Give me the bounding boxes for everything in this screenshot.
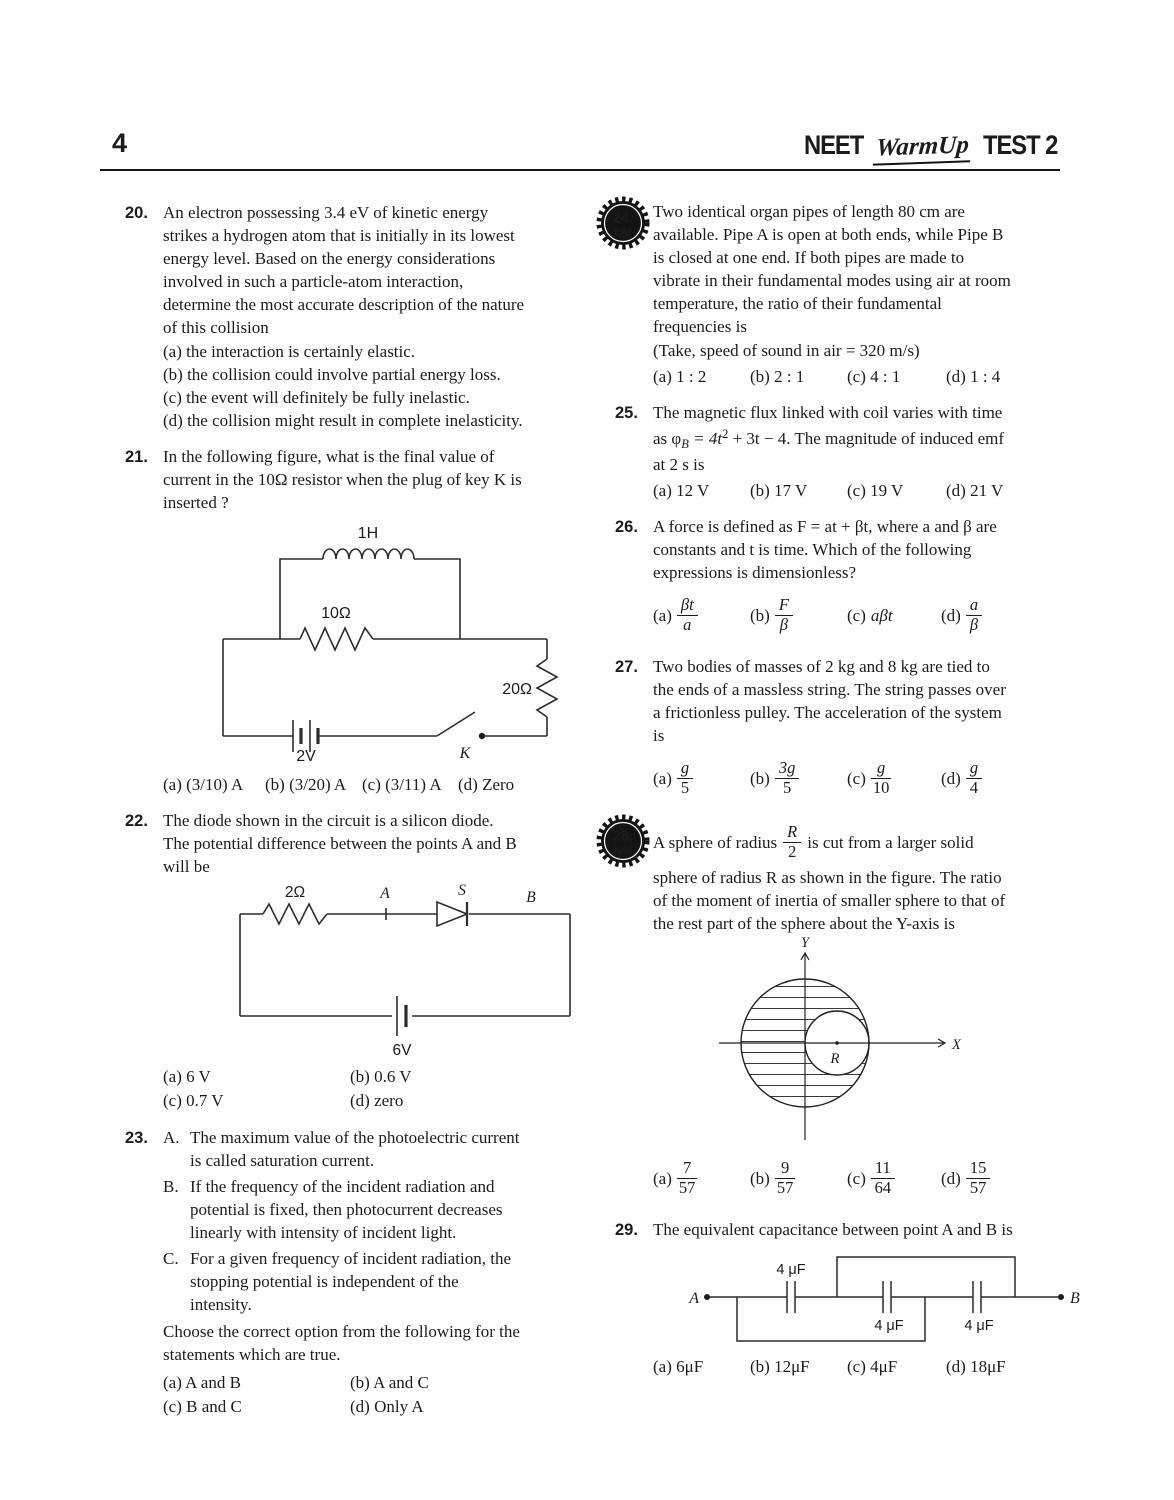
question-body bbox=[653, 818, 1087, 1205]
text-line: frequencies is bbox=[653, 317, 747, 336]
text-line: stopping potential is independent of the bbox=[190, 1272, 459, 1291]
text-line: The equivalent capacitance between point A and B is bbox=[653, 1220, 1013, 1239]
x-axis-label: X bbox=[952, 1037, 961, 1053]
question-body bbox=[163, 445, 587, 796]
option-b bbox=[750, 1151, 847, 1205]
option-label: (a) bbox=[653, 605, 672, 625]
fraction bbox=[775, 759, 800, 798]
denominator: 57 bbox=[678, 1177, 696, 1197]
fraction bbox=[775, 1159, 796, 1198]
numerator: R bbox=[783, 823, 801, 843]
text-line: An electron possessing 3.4 eV of kinetic energy bbox=[163, 203, 489, 222]
badge-number: 28. bbox=[612, 828, 634, 845]
nm-badge-icon bbox=[596, 196, 650, 250]
point-a-label: A bbox=[689, 1290, 699, 1307]
option-label: (d) bbox=[941, 605, 961, 625]
option-label: (b) bbox=[750, 768, 770, 788]
header-test-label: TEST 2 bbox=[982, 130, 1057, 160]
option-b: (b) 17 V bbox=[750, 481, 808, 500]
question-22 bbox=[125, 809, 587, 1113]
header-logo-script: WarmUp bbox=[873, 131, 972, 165]
options-row bbox=[653, 588, 1087, 642]
numerator: F bbox=[775, 596, 793, 616]
fraction bbox=[966, 596, 982, 635]
option-d: (d) 21 V bbox=[946, 481, 1004, 500]
statement-text bbox=[190, 1175, 503, 1244]
question-number: 26. bbox=[615, 518, 638, 536]
text-line: For a given frequency of incident radiation, the bbox=[190, 1249, 511, 1268]
option-d bbox=[941, 588, 1087, 642]
text-line: is called saturation current. bbox=[190, 1151, 375, 1170]
point-a-label: A bbox=[380, 885, 390, 902]
formula-part: = 4t bbox=[688, 429, 723, 448]
option-c: (c) the event will definitely be fully inelastic. bbox=[163, 388, 470, 407]
options-row bbox=[653, 1355, 1087, 1378]
option-b: (b) the collision could involve partial energy loss. bbox=[163, 365, 501, 384]
text-line: sphere of radius R as shown in the figure. The ratio bbox=[653, 868, 1002, 887]
question-number: 25. bbox=[615, 404, 638, 422]
denominator: 10 bbox=[872, 777, 890, 797]
text-line: determine the most accurate description of the nature bbox=[163, 295, 525, 314]
radius-label: R bbox=[830, 1051, 840, 1067]
numerator: 11 bbox=[871, 1159, 895, 1179]
key-label: K bbox=[459, 745, 471, 762]
header-brand: NEET bbox=[803, 130, 864, 160]
top-bridge-wire bbox=[837, 1257, 1015, 1297]
text-line: statements which are true. bbox=[163, 1345, 341, 1364]
terminal-b-dot bbox=[1058, 1294, 1064, 1300]
text-line: a frictionless pulley. The acceleration of the system bbox=[653, 703, 1002, 722]
text-line: If the frequency of the incident radiation and bbox=[190, 1177, 495, 1196]
option-b: (b) 12μF bbox=[750, 1357, 810, 1376]
options-grid bbox=[163, 1371, 587, 1419]
resistor-20-symbol bbox=[537, 659, 557, 717]
numerator: g bbox=[966, 759, 982, 779]
option-d bbox=[941, 1151, 1087, 1205]
denominator: 57 bbox=[776, 1177, 794, 1197]
fraction bbox=[966, 1159, 991, 1198]
numerator: 15 bbox=[966, 1159, 991, 1179]
option-a: (a) 6μF bbox=[653, 1357, 704, 1376]
text-line: intensity. bbox=[190, 1295, 252, 1314]
option-c bbox=[847, 1151, 941, 1205]
question-number: 20. bbox=[125, 204, 148, 222]
option-d bbox=[941, 751, 1087, 805]
option-c: (c) 4 : 1 bbox=[847, 367, 901, 386]
text-line: is bbox=[653, 726, 665, 745]
question-28 bbox=[612, 818, 1087, 1205]
option-c bbox=[847, 751, 941, 805]
text-line: temperature, the ratio of their fundamental bbox=[653, 294, 942, 313]
options-grid bbox=[163, 1065, 587, 1113]
option-a: (a) 6 V bbox=[163, 1067, 211, 1086]
option-c bbox=[847, 588, 941, 642]
question-body bbox=[653, 401, 1087, 502]
text-line: The maximum value of the photoelectric current bbox=[190, 1128, 520, 1147]
question-body bbox=[653, 1218, 1087, 1378]
question-26 bbox=[615, 515, 1087, 642]
option-c: (c) (3/11) A bbox=[362, 775, 442, 794]
denominator: 64 bbox=[874, 1177, 892, 1197]
question-24 bbox=[612, 200, 1087, 388]
option-c: (c) B and C bbox=[163, 1397, 242, 1416]
resistor-2-symbol bbox=[263, 904, 327, 924]
denominator: 2 bbox=[788, 841, 797, 861]
resistor-10-symbol bbox=[300, 628, 373, 650]
text-line: potential is fixed, then photocurrent decreases bbox=[190, 1200, 503, 1219]
text-line: involved in such a particle-atom interaction, bbox=[163, 272, 464, 291]
options-row bbox=[653, 751, 1087, 805]
text-line: constants and t is time. Which of the following bbox=[653, 540, 972, 559]
text-line: linearly with intensity of incident light. bbox=[190, 1223, 457, 1242]
text-line: inserted ? bbox=[163, 493, 229, 512]
diode-triangle bbox=[437, 902, 467, 926]
text-line: strikes a hydrogen atom that is initially in its lowest bbox=[163, 226, 515, 245]
circuit-diagram-q21 bbox=[205, 521, 560, 764]
switch-s-label: S bbox=[458, 884, 466, 899]
capacitor-1-label: 4 μF bbox=[776, 1262, 806, 1278]
question-29 bbox=[615, 1218, 1087, 1378]
text-line: the rest part of the sphere about the Y-axis is bbox=[653, 914, 955, 933]
fraction bbox=[871, 759, 892, 798]
resistor-10-label: 10Ω bbox=[321, 605, 351, 622]
formula-subscript: B bbox=[681, 437, 689, 451]
question-20 bbox=[125, 201, 587, 432]
option-b: (b) A and C bbox=[350, 1373, 429, 1392]
note-line: (Take, speed of sound in air = 320 m/s) bbox=[653, 341, 920, 360]
option-a: (a) A and B bbox=[163, 1373, 241, 1392]
option-a: (a) 12 V bbox=[653, 481, 710, 500]
numerator: g bbox=[677, 759, 693, 779]
fraction bbox=[966, 759, 982, 798]
question-body bbox=[163, 201, 587, 432]
option-d: (d) Zero bbox=[458, 775, 515, 794]
text-line: The potential difference between the points A and B bbox=[163, 834, 517, 853]
question-27 bbox=[615, 655, 1087, 805]
denominator: 5 bbox=[680, 777, 690, 797]
question-body bbox=[653, 655, 1087, 805]
text-line: of this collision bbox=[163, 318, 269, 337]
option-label: (b) bbox=[750, 605, 770, 625]
option-label: (b) bbox=[750, 1168, 770, 1188]
option-label: (c) bbox=[847, 605, 866, 625]
text-line: expressions is dimensionless? bbox=[653, 563, 857, 582]
number-spacer bbox=[612, 818, 653, 1205]
options-list bbox=[163, 340, 587, 432]
option-value: aβt bbox=[870, 605, 893, 625]
circuit-diagram-q22 bbox=[225, 884, 577, 1060]
text-line: The magnetic flux linked with coil varies with time bbox=[653, 403, 1003, 422]
statement-text bbox=[190, 1126, 519, 1172]
option-label: (a) bbox=[653, 1168, 672, 1188]
option-label: (a) bbox=[653, 768, 672, 788]
capacitor-3-label: 4 μF bbox=[964, 1318, 994, 1334]
option-b bbox=[750, 751, 847, 805]
option-c: (c) 19 V bbox=[847, 481, 904, 500]
numerator: a bbox=[966, 596, 982, 616]
question-number: 22. bbox=[125, 812, 148, 830]
nm-badge-icon bbox=[596, 814, 650, 868]
header-title bbox=[800, 130, 1062, 164]
text-part: A sphere of radius bbox=[653, 832, 778, 852]
statement-label: C. bbox=[163, 1249, 179, 1268]
question-number: 27. bbox=[615, 658, 638, 676]
question-body bbox=[163, 809, 587, 1113]
question-body bbox=[653, 515, 1087, 642]
denominator: a bbox=[683, 614, 692, 634]
resistor-2-label: 2Ω bbox=[284, 884, 306, 901]
text-line: the ends of a massless string. The string passes over bbox=[653, 680, 1006, 699]
question-number: 29. bbox=[615, 1221, 638, 1239]
question-23 bbox=[125, 1126, 587, 1419]
question-25 bbox=[615, 401, 1087, 502]
option-a bbox=[653, 588, 750, 642]
formula-part: as φ bbox=[653, 429, 682, 448]
inductor-coil-symbol bbox=[323, 549, 414, 559]
battery-label: 2V bbox=[296, 748, 316, 764]
option-a bbox=[653, 751, 750, 805]
fraction bbox=[677, 596, 698, 635]
denominator: β bbox=[969, 614, 979, 634]
text-part: is cut from a larger solid bbox=[807, 832, 974, 852]
switch-lever bbox=[437, 712, 475, 736]
denominator: 4 bbox=[969, 777, 979, 797]
denominator: 57 bbox=[969, 1177, 987, 1197]
option-a bbox=[653, 1151, 750, 1205]
formula-line bbox=[653, 818, 1087, 866]
statement-b bbox=[163, 1175, 587, 1244]
fraction bbox=[783, 823, 801, 862]
right-column bbox=[612, 200, 1087, 1391]
numerator: 9 bbox=[775, 1159, 796, 1179]
question-body bbox=[163, 1126, 587, 1419]
left-column bbox=[125, 201, 587, 1432]
statement-label: A. bbox=[163, 1128, 180, 1147]
question-number: 23. bbox=[125, 1129, 148, 1147]
options-row bbox=[653, 479, 1087, 502]
formula-part: + 3t − 4. The magnitude of induced emf bbox=[728, 429, 1005, 448]
question-21 bbox=[125, 445, 587, 796]
text-line: A force is defined as F = at + βt, where a and β are bbox=[653, 517, 997, 536]
options-row bbox=[653, 1151, 1087, 1205]
fraction bbox=[871, 1159, 895, 1198]
denominator: β bbox=[779, 614, 788, 634]
option-d: (d) 1 : 4 bbox=[946, 367, 1001, 386]
text-line: The diode shown in the circuit is a silicon diode. bbox=[163, 811, 494, 830]
text-line: current in the 10Ω resistor when the plug of key K is bbox=[163, 470, 522, 489]
statement-c bbox=[163, 1247, 587, 1316]
badge-number: 24. bbox=[612, 210, 634, 227]
statement-label: B. bbox=[163, 1177, 179, 1196]
text-line: is closed at one end. If both pipes are made to bbox=[653, 248, 965, 267]
options-row bbox=[653, 365, 1087, 388]
fraction bbox=[677, 1159, 698, 1198]
options-row bbox=[163, 773, 587, 796]
option-c: (c) 4μF bbox=[847, 1357, 898, 1376]
fraction bbox=[775, 596, 793, 635]
capacitor-2-label: 4 μF bbox=[874, 1318, 904, 1334]
text-line: Choose the correct option from the following for the bbox=[163, 1322, 520, 1341]
resistor-20-label: 20Ω bbox=[502, 681, 532, 698]
option-d: (d) 18μF bbox=[946, 1357, 1006, 1376]
text-line: available. Pipe A is open at both ends, while Pipe B bbox=[653, 225, 1004, 244]
option-d: (d) Only A bbox=[350, 1397, 424, 1416]
inductor-label: 1H bbox=[357, 525, 379, 542]
option-d: (d) zero bbox=[350, 1091, 404, 1110]
option-label: (c) bbox=[847, 768, 866, 788]
numerator: g bbox=[871, 759, 892, 779]
question-number: 21. bbox=[125, 448, 148, 466]
sphere-figure-q28 bbox=[705, 937, 965, 1147]
capacitor-circuit-q29 bbox=[671, 1245, 1086, 1347]
text-line: of the moment of inertia of smaller sphere to that of bbox=[653, 891, 1006, 910]
battery-label: 6V bbox=[392, 1042, 412, 1059]
center-dot bbox=[835, 1041, 839, 1045]
text-line: Two bodies of masses of 2 kg and 8 kg are tied to bbox=[653, 657, 990, 676]
text-line: will be bbox=[163, 857, 210, 876]
question-body bbox=[653, 200, 1087, 388]
page-number: 4 bbox=[112, 128, 127, 158]
statement-text bbox=[190, 1247, 511, 1316]
header-rule bbox=[100, 169, 1060, 171]
badge-tag: NM bbox=[614, 228, 632, 240]
option-b bbox=[750, 588, 847, 642]
option-c: (c) 0.7 V bbox=[163, 1091, 224, 1110]
terminal-a-dot bbox=[704, 1294, 710, 1300]
option-a: (a) (3/10) A bbox=[163, 775, 244, 794]
option-a: (a) 1 : 2 bbox=[653, 367, 707, 386]
text-line: In the following figure, what is the final value of bbox=[163, 447, 495, 466]
formula-line bbox=[653, 424, 1087, 453]
y-axis-label: Y bbox=[800, 937, 810, 951]
formula-superscript: 2 bbox=[722, 427, 729, 441]
option-label: (d) bbox=[941, 768, 961, 788]
fraction bbox=[677, 759, 693, 798]
numerator: 3g bbox=[775, 759, 800, 779]
text-line: energy level. Based on the energy considerations bbox=[163, 249, 496, 268]
text-line: at 2 s is bbox=[653, 455, 705, 474]
switch-contact-dot bbox=[479, 733, 485, 739]
option-b: (b) 0.6 V bbox=[350, 1067, 412, 1086]
numerator: 7 bbox=[677, 1159, 698, 1179]
badge-tag: NM bbox=[614, 846, 632, 858]
denominator: 5 bbox=[782, 777, 792, 797]
option-label: (c) bbox=[847, 1168, 866, 1188]
statement-a bbox=[163, 1126, 587, 1172]
numerator: βt bbox=[677, 596, 698, 616]
point-b-label: B bbox=[526, 889, 536, 906]
text-line: Two identical organ pipes of length 80 cm are bbox=[653, 202, 965, 221]
option-b: (b) (3/20) A bbox=[265, 775, 347, 794]
option-a: (a) the interaction is certainly elastic. bbox=[163, 342, 416, 361]
option-label: (d) bbox=[941, 1168, 961, 1188]
text-line: vibrate in their fundamental modes using air at room bbox=[653, 271, 1011, 290]
point-b-label: B bbox=[1070, 1290, 1080, 1307]
option-d: (d) the collision might result in complete inelasticity. bbox=[163, 411, 523, 430]
option-b: (b) 2 : 1 bbox=[750, 367, 805, 386]
